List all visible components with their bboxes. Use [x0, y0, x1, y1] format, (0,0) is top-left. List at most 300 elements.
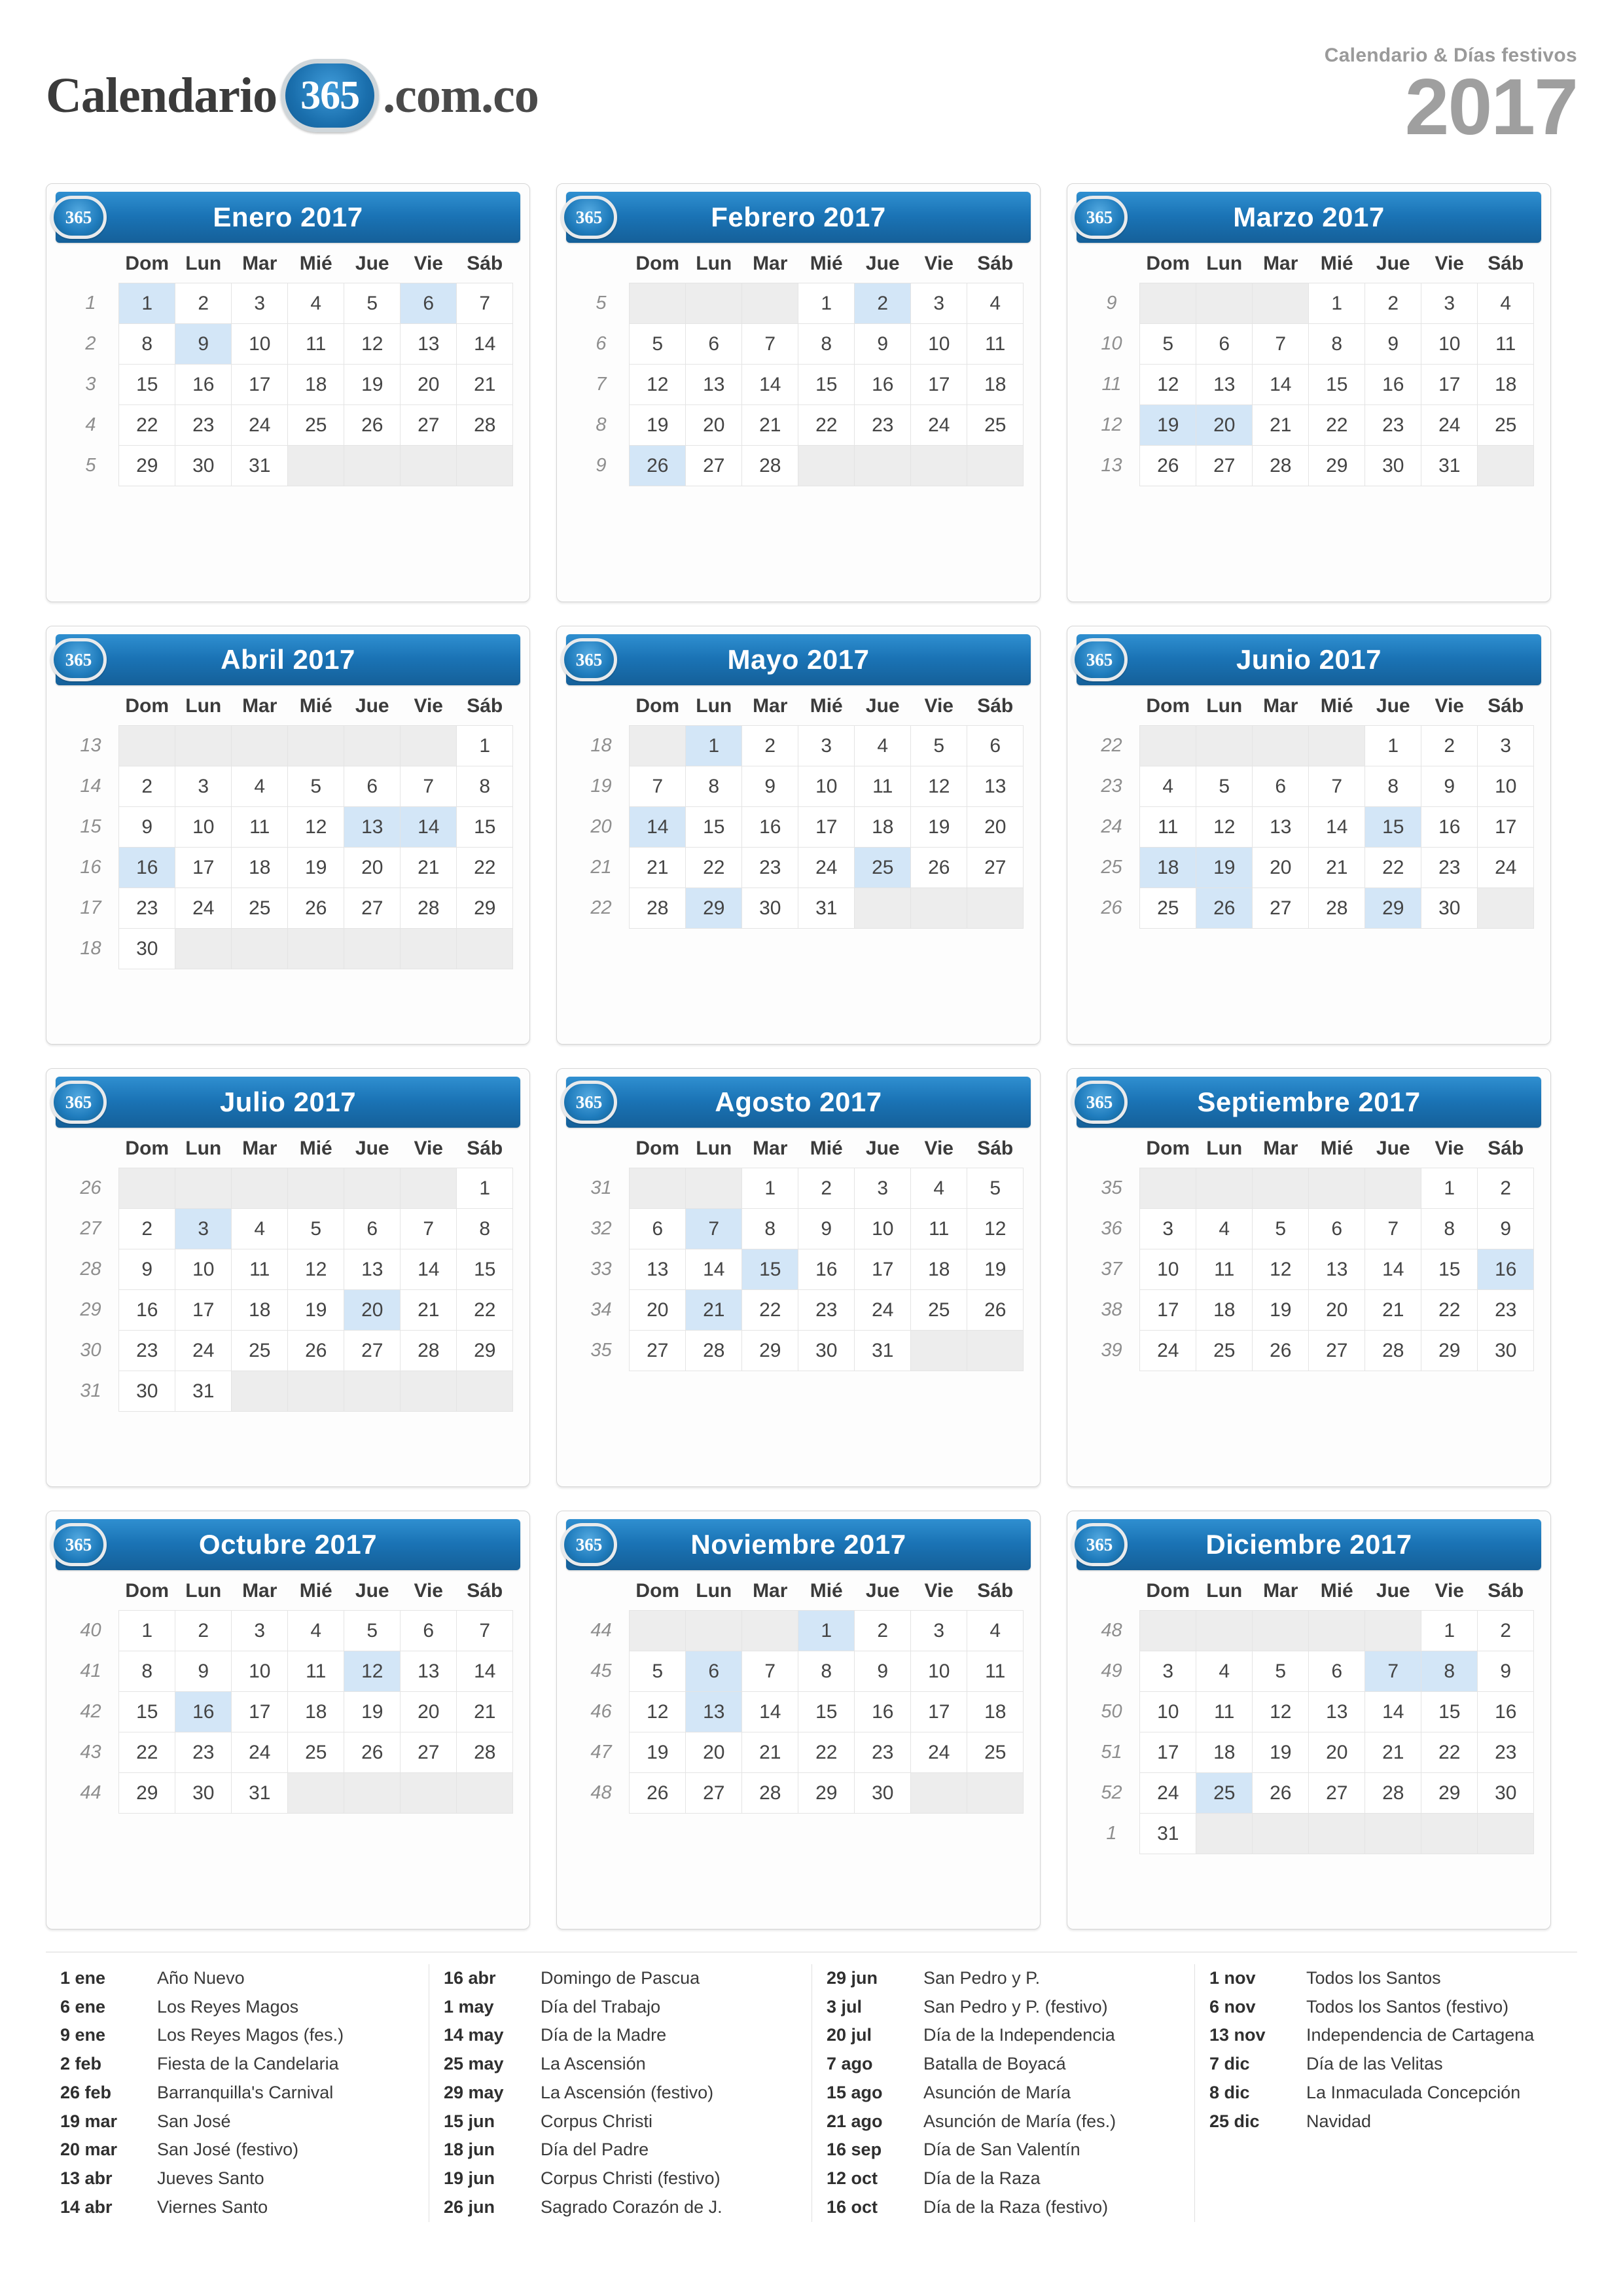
- day-cell[interactable]: 6: [630, 1209, 686, 1249]
- day-cell[interactable]: 11: [1140, 807, 1196, 848]
- day-cell[interactable]: 26: [1196, 888, 1253, 929]
- day-cell[interactable]: 21: [742, 1732, 798, 1773]
- day-cell[interactable]: 24: [1140, 1773, 1196, 1814]
- day-cell[interactable]: 21: [1365, 1732, 1421, 1773]
- day-cell[interactable]: 13: [1253, 807, 1309, 848]
- day-cell[interactable]: 17: [175, 1290, 232, 1331]
- day-cell[interactable]: 29: [119, 446, 175, 486]
- day-cell[interactable]: 12: [1196, 807, 1253, 848]
- day-cell[interactable]: 12: [288, 807, 344, 848]
- day-cell[interactable]: 30: [119, 1371, 175, 1412]
- day-cell[interactable]: 23: [119, 1331, 175, 1371]
- day-cell[interactable]: 9: [175, 1651, 232, 1692]
- day-cell[interactable]: 3: [175, 1209, 232, 1249]
- day-cell[interactable]: 28: [742, 1773, 798, 1814]
- day-cell[interactable]: 6: [344, 766, 401, 807]
- day-cell[interactable]: 10: [1140, 1692, 1196, 1732]
- day-cell[interactable]: 24: [175, 1331, 232, 1371]
- day-cell[interactable]: 8: [1309, 324, 1365, 365]
- day-cell[interactable]: 10: [855, 1209, 911, 1249]
- day-cell[interactable]: 2: [798, 1168, 855, 1209]
- day-cell[interactable]: 24: [1421, 405, 1478, 446]
- day-cell[interactable]: 13: [344, 807, 401, 848]
- day-cell[interactable]: 6: [967, 726, 1024, 766]
- day-cell[interactable]: 8: [1421, 1209, 1478, 1249]
- day-cell[interactable]: 9: [1478, 1209, 1534, 1249]
- day-cell[interactable]: 4: [1196, 1651, 1253, 1692]
- day-cell[interactable]: 5: [344, 1611, 401, 1651]
- day-cell[interactable]: 18: [288, 365, 344, 405]
- day-cell[interactable]: 6: [1309, 1651, 1365, 1692]
- day-cell[interactable]: 15: [119, 365, 175, 405]
- day-cell[interactable]: 24: [911, 1732, 967, 1773]
- day-cell[interactable]: 2: [1478, 1168, 1534, 1209]
- day-cell[interactable]: 7: [401, 1209, 457, 1249]
- day-cell[interactable]: 15: [119, 1692, 175, 1732]
- day-cell[interactable]: 11: [232, 1249, 288, 1290]
- day-cell[interactable]: 7: [630, 766, 686, 807]
- day-cell[interactable]: 17: [1140, 1290, 1196, 1331]
- day-cell[interactable]: 17: [232, 1692, 288, 1732]
- day-cell[interactable]: 16: [855, 1692, 911, 1732]
- day-cell[interactable]: 26: [288, 888, 344, 929]
- day-cell[interactable]: 14: [457, 1651, 513, 1692]
- day-cell[interactable]: 7: [686, 1209, 742, 1249]
- day-cell[interactable]: 7: [457, 1611, 513, 1651]
- day-cell[interactable]: 2: [119, 766, 175, 807]
- day-cell[interactable]: 28: [686, 1331, 742, 1371]
- day-cell[interactable]: 20: [1253, 848, 1309, 888]
- day-cell[interactable]: 5: [630, 1651, 686, 1692]
- day-cell[interactable]: 1: [1421, 1168, 1478, 1209]
- day-cell[interactable]: 13: [630, 1249, 686, 1290]
- day-cell[interactable]: 13: [1196, 365, 1253, 405]
- day-cell[interactable]: 19: [344, 365, 401, 405]
- day-cell[interactable]: 2: [119, 1209, 175, 1249]
- day-cell[interactable]: 13: [401, 324, 457, 365]
- day-cell[interactable]: 12: [630, 365, 686, 405]
- day-cell[interactable]: 19: [288, 848, 344, 888]
- day-cell[interactable]: 22: [119, 1732, 175, 1773]
- day-cell[interactable]: 17: [1421, 365, 1478, 405]
- day-cell[interactable]: 3: [855, 1168, 911, 1209]
- day-cell[interactable]: 6: [1253, 766, 1309, 807]
- day-cell[interactable]: 25: [232, 888, 288, 929]
- day-cell[interactable]: 27: [344, 888, 401, 929]
- day-cell[interactable]: 18: [1478, 365, 1534, 405]
- day-cell[interactable]: 29: [742, 1331, 798, 1371]
- day-cell[interactable]: 3: [1140, 1209, 1196, 1249]
- day-cell[interactable]: 31: [1140, 1814, 1196, 1854]
- day-cell[interactable]: 22: [1421, 1290, 1478, 1331]
- day-cell[interactable]: 19: [1253, 1732, 1309, 1773]
- day-cell[interactable]: 4: [967, 283, 1024, 324]
- day-cell[interactable]: 21: [630, 848, 686, 888]
- day-cell[interactable]: 23: [175, 405, 232, 446]
- day-cell[interactable]: 20: [1309, 1732, 1365, 1773]
- day-cell[interactable]: 6: [1309, 1209, 1365, 1249]
- day-cell[interactable]: 20: [686, 1732, 742, 1773]
- day-cell[interactable]: 29: [686, 888, 742, 929]
- day-cell[interactable]: 14: [630, 807, 686, 848]
- day-cell[interactable]: 8: [1421, 1651, 1478, 1692]
- day-cell[interactable]: 10: [911, 1651, 967, 1692]
- day-cell[interactable]: 7: [457, 283, 513, 324]
- day-cell[interactable]: 31: [232, 446, 288, 486]
- day-cell[interactable]: 1: [457, 726, 513, 766]
- day-cell[interactable]: 27: [401, 1732, 457, 1773]
- day-cell[interactable]: 18: [288, 1692, 344, 1732]
- day-cell[interactable]: 28: [457, 405, 513, 446]
- day-cell[interactable]: 28: [1253, 446, 1309, 486]
- day-cell[interactable]: 28: [1365, 1331, 1421, 1371]
- day-cell[interactable]: 8: [119, 324, 175, 365]
- day-cell[interactable]: 15: [742, 1249, 798, 1290]
- day-cell[interactable]: 12: [1253, 1249, 1309, 1290]
- day-cell[interactable]: 15: [457, 1249, 513, 1290]
- day-cell[interactable]: 28: [457, 1732, 513, 1773]
- day-cell[interactable]: 21: [457, 1692, 513, 1732]
- day-cell[interactable]: 12: [344, 324, 401, 365]
- day-cell[interactable]: 25: [288, 1732, 344, 1773]
- day-cell[interactable]: 9: [1365, 324, 1421, 365]
- day-cell[interactable]: 10: [1140, 1249, 1196, 1290]
- day-cell[interactable]: 1: [798, 1611, 855, 1651]
- day-cell[interactable]: 4: [288, 283, 344, 324]
- day-cell[interactable]: 4: [232, 766, 288, 807]
- day-cell[interactable]: 16: [1478, 1692, 1534, 1732]
- day-cell[interactable]: 19: [288, 1290, 344, 1331]
- day-cell[interactable]: 20: [344, 848, 401, 888]
- day-cell[interactable]: 2: [742, 726, 798, 766]
- day-cell[interactable]: 24: [232, 1732, 288, 1773]
- day-cell[interactable]: 17: [855, 1249, 911, 1290]
- day-cell[interactable]: 17: [1478, 807, 1534, 848]
- day-cell[interactable]: 11: [967, 1651, 1024, 1692]
- day-cell[interactable]: 6: [686, 1651, 742, 1692]
- day-cell[interactable]: 30: [175, 1773, 232, 1814]
- day-cell[interactable]: 5: [967, 1168, 1024, 1209]
- day-cell[interactable]: 20: [401, 1692, 457, 1732]
- day-cell[interactable]: 7: [1365, 1651, 1421, 1692]
- day-cell[interactable]: 22: [1421, 1732, 1478, 1773]
- day-cell[interactable]: 7: [1253, 324, 1309, 365]
- day-cell[interactable]: 26: [630, 446, 686, 486]
- day-cell[interactable]: 29: [1421, 1773, 1478, 1814]
- day-cell[interactable]: 18: [911, 1249, 967, 1290]
- day-cell[interactable]: 13: [344, 1249, 401, 1290]
- day-cell[interactable]: 21: [401, 848, 457, 888]
- day-cell[interactable]: 2: [1421, 726, 1478, 766]
- day-cell[interactable]: 22: [686, 848, 742, 888]
- day-cell[interactable]: 14: [1365, 1692, 1421, 1732]
- day-cell[interactable]: 18: [1196, 1290, 1253, 1331]
- day-cell[interactable]: 21: [1309, 848, 1365, 888]
- day-cell[interactable]: 15: [1421, 1249, 1478, 1290]
- day-cell[interactable]: 23: [855, 1732, 911, 1773]
- day-cell[interactable]: 19: [1196, 848, 1253, 888]
- day-cell[interactable]: 15: [686, 807, 742, 848]
- day-cell[interactable]: 19: [344, 1692, 401, 1732]
- day-cell[interactable]: 19: [630, 1732, 686, 1773]
- day-cell[interactable]: 20: [344, 1290, 401, 1331]
- day-cell[interactable]: 23: [742, 848, 798, 888]
- day-cell[interactable]: 4: [1196, 1209, 1253, 1249]
- day-cell[interactable]: 13: [967, 766, 1024, 807]
- day-cell[interactable]: 22: [457, 1290, 513, 1331]
- day-cell[interactable]: 2: [1478, 1611, 1534, 1651]
- day-cell[interactable]: 25: [1140, 888, 1196, 929]
- day-cell[interactable]: 16: [119, 1290, 175, 1331]
- day-cell[interactable]: 11: [1196, 1692, 1253, 1732]
- day-cell[interactable]: 4: [1478, 283, 1534, 324]
- day-cell[interactable]: 25: [288, 405, 344, 446]
- day-cell[interactable]: 30: [175, 446, 232, 486]
- day-cell[interactable]: 16: [1478, 1249, 1534, 1290]
- day-cell[interactable]: 12: [967, 1209, 1024, 1249]
- day-cell[interactable]: 26: [344, 405, 401, 446]
- day-cell[interactable]: 5: [630, 324, 686, 365]
- day-cell[interactable]: 13: [686, 365, 742, 405]
- day-cell[interactable]: 7: [742, 1651, 798, 1692]
- day-cell[interactable]: 1: [119, 1611, 175, 1651]
- day-cell[interactable]: 10: [798, 766, 855, 807]
- day-cell[interactable]: 6: [401, 1611, 457, 1651]
- day-cell[interactable]: 18: [967, 1692, 1024, 1732]
- day-cell[interactable]: 25: [1196, 1773, 1253, 1814]
- day-cell[interactable]: 11: [1196, 1249, 1253, 1290]
- day-cell[interactable]: 26: [1140, 446, 1196, 486]
- day-cell[interactable]: 12: [911, 766, 967, 807]
- day-cell[interactable]: 3: [232, 283, 288, 324]
- day-cell[interactable]: 23: [1421, 848, 1478, 888]
- day-cell[interactable]: 6: [401, 283, 457, 324]
- day-cell[interactable]: 26: [967, 1290, 1024, 1331]
- day-cell[interactable]: 27: [1309, 1331, 1365, 1371]
- day-cell[interactable]: 8: [686, 766, 742, 807]
- day-cell[interactable]: 27: [1309, 1773, 1365, 1814]
- day-cell[interactable]: 20: [630, 1290, 686, 1331]
- day-cell[interactable]: 19: [630, 405, 686, 446]
- day-cell[interactable]: 24: [175, 888, 232, 929]
- day-cell[interactable]: 3: [911, 1611, 967, 1651]
- day-cell[interactable]: 11: [288, 324, 344, 365]
- day-cell[interactable]: 29: [119, 1773, 175, 1814]
- day-cell[interactable]: 7: [401, 766, 457, 807]
- day-cell[interactable]: 11: [1478, 324, 1534, 365]
- day-cell[interactable]: 1: [1365, 726, 1421, 766]
- day-cell[interactable]: 8: [798, 1651, 855, 1692]
- day-cell[interactable]: 16: [119, 848, 175, 888]
- day-cell[interactable]: 30: [1365, 446, 1421, 486]
- day-cell[interactable]: 16: [1421, 807, 1478, 848]
- day-cell[interactable]: 1: [1421, 1611, 1478, 1651]
- day-cell[interactable]: 9: [798, 1209, 855, 1249]
- day-cell[interactable]: 14: [1253, 365, 1309, 405]
- day-cell[interactable]: 31: [232, 1773, 288, 1814]
- day-cell[interactable]: 25: [232, 1331, 288, 1371]
- day-cell[interactable]: 19: [1140, 405, 1196, 446]
- day-cell[interactable]: 6: [344, 1209, 401, 1249]
- day-cell[interactable]: 18: [855, 807, 911, 848]
- day-cell[interactable]: 25: [967, 1732, 1024, 1773]
- day-cell[interactable]: 7: [1309, 766, 1365, 807]
- day-cell[interactable]: 20: [1309, 1290, 1365, 1331]
- day-cell[interactable]: 26: [630, 1773, 686, 1814]
- day-cell[interactable]: 30: [1421, 888, 1478, 929]
- day-cell[interactable]: 11: [855, 766, 911, 807]
- day-cell[interactable]: 15: [798, 1692, 855, 1732]
- day-cell[interactable]: 29: [457, 1331, 513, 1371]
- day-cell[interactable]: 6: [686, 324, 742, 365]
- day-cell[interactable]: 23: [1478, 1732, 1534, 1773]
- day-cell[interactable]: 27: [967, 848, 1024, 888]
- day-cell[interactable]: 19: [1253, 1290, 1309, 1331]
- day-cell[interactable]: 22: [119, 405, 175, 446]
- day-cell[interactable]: 23: [1478, 1290, 1534, 1331]
- day-cell[interactable]: 5: [1253, 1651, 1309, 1692]
- day-cell[interactable]: 3: [1421, 283, 1478, 324]
- day-cell[interactable]: 4: [911, 1168, 967, 1209]
- day-cell[interactable]: 14: [742, 1692, 798, 1732]
- day-cell[interactable]: 29: [1365, 888, 1421, 929]
- day-cell[interactable]: 9: [1478, 1651, 1534, 1692]
- day-cell[interactable]: 14: [401, 1249, 457, 1290]
- day-cell[interactable]: 13: [686, 1692, 742, 1732]
- day-cell[interactable]: 8: [457, 1209, 513, 1249]
- day-cell[interactable]: 15: [1365, 807, 1421, 848]
- day-cell[interactable]: 27: [1196, 446, 1253, 486]
- day-cell[interactable]: 23: [1365, 405, 1421, 446]
- day-cell[interactable]: 19: [911, 807, 967, 848]
- day-cell[interactable]: 27: [630, 1331, 686, 1371]
- day-cell[interactable]: 13: [401, 1651, 457, 1692]
- day-cell[interactable]: 16: [175, 365, 232, 405]
- day-cell[interactable]: 23: [855, 405, 911, 446]
- day-cell[interactable]: 28: [401, 888, 457, 929]
- day-cell[interactable]: 11: [911, 1209, 967, 1249]
- day-cell[interactable]: 10: [1478, 766, 1534, 807]
- day-cell[interactable]: 21: [1253, 405, 1309, 446]
- day-cell[interactable]: 18: [232, 848, 288, 888]
- day-cell[interactable]: 20: [401, 365, 457, 405]
- day-cell[interactable]: 25: [1478, 405, 1534, 446]
- day-cell[interactable]: 5: [344, 283, 401, 324]
- day-cell[interactable]: 22: [798, 1732, 855, 1773]
- day-cell[interactable]: 10: [175, 807, 232, 848]
- day-cell[interactable]: 9: [855, 324, 911, 365]
- day-cell[interactable]: 26: [911, 848, 967, 888]
- day-cell[interactable]: 29: [457, 888, 513, 929]
- day-cell[interactable]: 22: [457, 848, 513, 888]
- day-cell[interactable]: 17: [911, 365, 967, 405]
- day-cell[interactable]: 5: [911, 726, 967, 766]
- day-cell[interactable]: 4: [855, 726, 911, 766]
- day-cell[interactable]: 10: [232, 1651, 288, 1692]
- day-cell[interactable]: 20: [1196, 405, 1253, 446]
- day-cell[interactable]: 16: [798, 1249, 855, 1290]
- day-cell[interactable]: 8: [119, 1651, 175, 1692]
- day-cell[interactable]: 29: [798, 1773, 855, 1814]
- day-cell[interactable]: 11: [967, 324, 1024, 365]
- day-cell[interactable]: 21: [686, 1290, 742, 1331]
- day-cell[interactable]: 15: [798, 365, 855, 405]
- day-cell[interactable]: 10: [175, 1249, 232, 1290]
- day-cell[interactable]: 29: [1309, 446, 1365, 486]
- day-cell[interactable]: 23: [119, 888, 175, 929]
- day-cell[interactable]: 7: [1365, 1209, 1421, 1249]
- day-cell[interactable]: 25: [1196, 1331, 1253, 1371]
- day-cell[interactable]: 18: [967, 365, 1024, 405]
- day-cell[interactable]: 4: [1140, 766, 1196, 807]
- day-cell[interactable]: 25: [967, 405, 1024, 446]
- day-cell[interactable]: 5: [1196, 766, 1253, 807]
- day-cell[interactable]: 26: [288, 1331, 344, 1371]
- day-cell[interactable]: 8: [798, 324, 855, 365]
- day-cell[interactable]: 16: [175, 1692, 232, 1732]
- day-cell[interactable]: 23: [175, 1732, 232, 1773]
- day-cell[interactable]: 2: [855, 283, 911, 324]
- day-cell[interactable]: 8: [1365, 766, 1421, 807]
- day-cell[interactable]: 27: [344, 1331, 401, 1371]
- day-cell[interactable]: 2: [855, 1611, 911, 1651]
- day-cell[interactable]: 31: [798, 888, 855, 929]
- day-cell[interactable]: 27: [1253, 888, 1309, 929]
- day-cell[interactable]: 19: [967, 1249, 1024, 1290]
- day-cell[interactable]: 12: [344, 1651, 401, 1692]
- day-cell[interactable]: 1: [742, 1168, 798, 1209]
- day-cell[interactable]: 3: [175, 766, 232, 807]
- day-cell[interactable]: 2: [1365, 283, 1421, 324]
- day-cell[interactable]: 20: [686, 405, 742, 446]
- day-cell[interactable]: 22: [798, 405, 855, 446]
- day-cell[interactable]: 30: [798, 1331, 855, 1371]
- day-cell[interactable]: 1: [686, 726, 742, 766]
- day-cell[interactable]: 10: [1421, 324, 1478, 365]
- day-cell[interactable]: 12: [1253, 1692, 1309, 1732]
- day-cell[interactable]: 30: [742, 888, 798, 929]
- day-cell[interactable]: 17: [232, 365, 288, 405]
- day-cell[interactable]: 14: [1309, 807, 1365, 848]
- day-cell[interactable]: 4: [967, 1611, 1024, 1651]
- day-cell[interactable]: 5: [1253, 1209, 1309, 1249]
- day-cell[interactable]: 27: [401, 405, 457, 446]
- day-cell[interactable]: 23: [798, 1290, 855, 1331]
- day-cell[interactable]: 27: [686, 446, 742, 486]
- day-cell[interactable]: 28: [1365, 1773, 1421, 1814]
- day-cell[interactable]: 12: [630, 1692, 686, 1732]
- day-cell[interactable]: 24: [855, 1290, 911, 1331]
- day-cell[interactable]: 18: [1196, 1732, 1253, 1773]
- day-cell[interactable]: 22: [1309, 405, 1365, 446]
- day-cell[interactable]: 21: [1365, 1290, 1421, 1331]
- day-cell[interactable]: 26: [1253, 1773, 1309, 1814]
- day-cell[interactable]: 2: [175, 283, 232, 324]
- day-cell[interactable]: 3: [798, 726, 855, 766]
- day-cell[interactable]: 17: [798, 807, 855, 848]
- day-cell[interactable]: 1: [798, 283, 855, 324]
- day-cell[interactable]: 29: [1421, 1331, 1478, 1371]
- day-cell[interactable]: 16: [855, 365, 911, 405]
- day-cell[interactable]: 17: [175, 848, 232, 888]
- day-cell[interactable]: 11: [288, 1651, 344, 1692]
- day-cell[interactable]: 21: [742, 405, 798, 446]
- day-cell[interactable]: 14: [457, 324, 513, 365]
- day-cell[interactable]: 12: [1140, 365, 1196, 405]
- day-cell[interactable]: 15: [1309, 365, 1365, 405]
- day-cell[interactable]: 4: [232, 1209, 288, 1249]
- day-cell[interactable]: 24: [798, 848, 855, 888]
